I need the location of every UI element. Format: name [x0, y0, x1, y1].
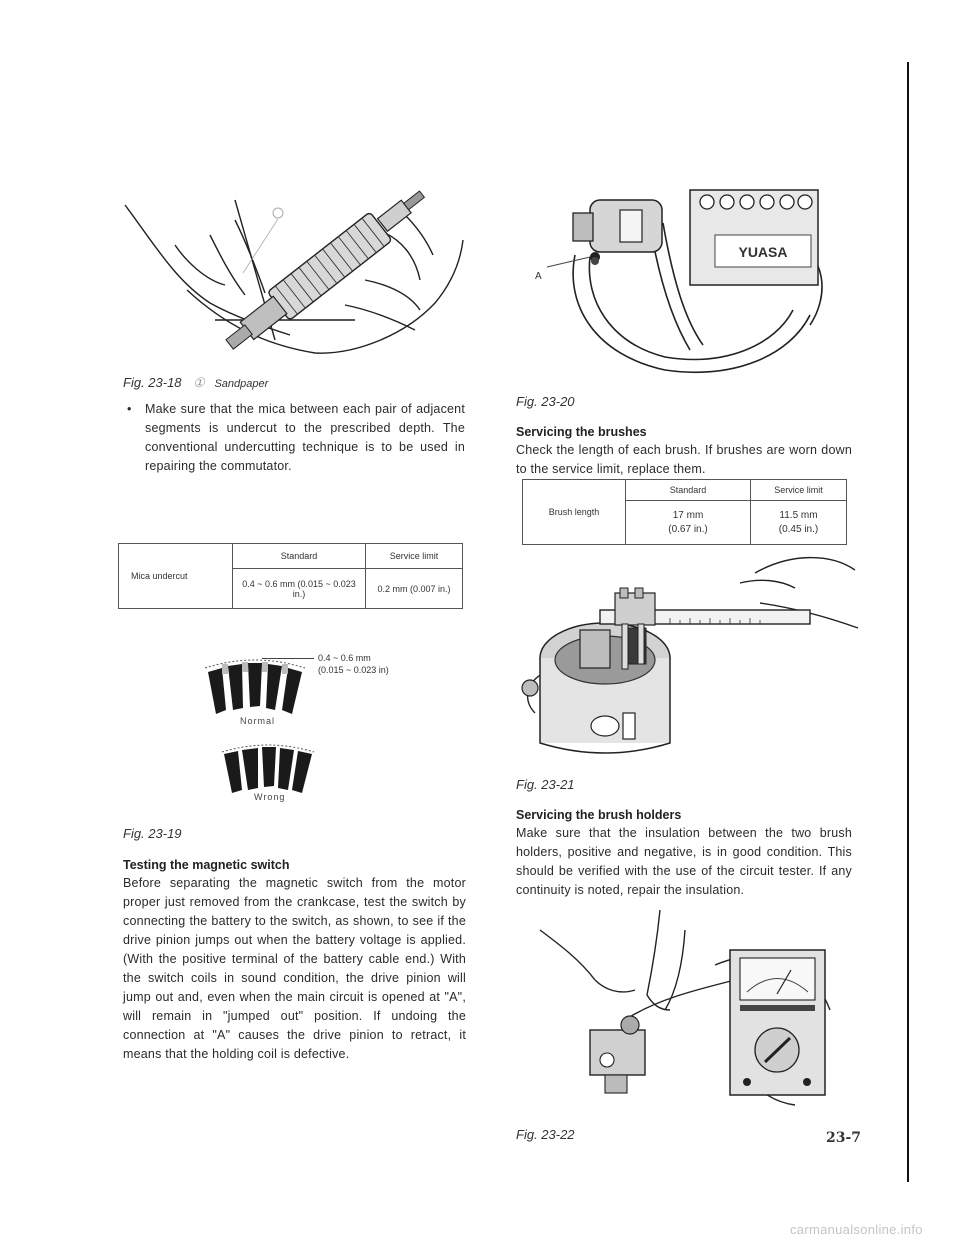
magnetic-switch-heading: Testing the magnetic switch — [123, 858, 290, 872]
battery-brand-text: YUASA — [738, 244, 788, 260]
brush-standard-value — [626, 501, 751, 545]
brush-length-table — [522, 479, 847, 545]
brush-row-label: Brush length — [523, 480, 626, 545]
mica-row-label: Mica undercut — [119, 544, 233, 609]
page-edge-rule — [907, 62, 909, 1182]
brush-holders-paragraph: Make sure that the insulation between the two brush holders, positive and negative, is in good condition. This should be verified with the use of the circuit tester. If any continuity is noted, repair the insulation. — [516, 826, 852, 897]
marker-a: A — [535, 271, 542, 282]
brush-caliper-illustration — [510, 548, 860, 763]
callout-1-marker: ① — [193, 375, 205, 390]
commutator-normal-illustration — [200, 650, 310, 725]
brush-service-mm: 11.5 mm — [779, 509, 818, 521]
mica-bullet-item — [125, 400, 465, 476]
fig-23-18-caption — [123, 375, 268, 391]
page-number: 23-7 — [826, 1130, 862, 1146]
mica-paragraph: Make sure that the mica between each pair of adjacent segments is undercut to the prescribed depth. The conventional undercutting technique is to be used in repairing the commutator. — [145, 402, 465, 473]
brush-standard-header: Standard — [626, 480, 751, 501]
brushes-paragraph: Check the length of each brush. If brushes are worn down to the service limit, replace them. — [516, 443, 852, 476]
starter-battery-illustration — [535, 185, 840, 380]
mica-service-value: 0.2 mm (0.007 in.) — [366, 569, 463, 609]
wrong-label: Wrong — [254, 792, 286, 802]
normal-dimension-tick — [262, 658, 314, 659]
normal-label: Normal — [240, 716, 276, 726]
circuit-tester-illustration — [535, 910, 845, 1115]
mica-service-header: Service limit — [366, 544, 463, 569]
footer-watermark: carmanualsonline.info — [790, 1222, 923, 1237]
mica-standard-value: 0.4 ~ 0.6 mm (0.015 ~ 0.023 in.) — [233, 569, 366, 609]
fig-23-22-label: Fig. 23-22 — [516, 1127, 575, 1142]
brush-standard-mm: 17 mm — [672, 509, 704, 521]
fig-23-19-label: Fig. 23-19 — [123, 826, 182, 841]
brushes-heading: Servicing the brushes — [516, 425, 647, 439]
normal-dimension-label — [318, 652, 389, 676]
brush-service-header: Service limit — [751, 480, 847, 501]
magnetic-switch-paragraph: Before separating the magnetic switch from the motor proper just removed from the crankcase, test the switch by connecting the battery to the switch, as shown, to see if the drive pinion jumps out when the battery voltage is applied. (With the positive terminal of the battery cable end.) With the switch coils in sound condition, the drive pinion will jump out and, even when the main circuit is opened at "A", will remain in "jumped out" position. If undoing the connection at "A" causes the drive pinion to retract, it means that the holding coil is defective. — [123, 876, 466, 1061]
fig-23-21-label: Fig. 23-21 — [516, 777, 575, 792]
mica-standard-header: Standard — [233, 544, 366, 569]
dimension-mm: 0.4 ~ 0.6 mm — [318, 653, 371, 663]
mica-undercut-table — [118, 543, 463, 609]
brush-service-in: (0.45 in.) — [778, 523, 819, 535]
armature-sandpaper-illustration — [115, 185, 480, 360]
fig-23-18-label: Fig. 23-18 — [123, 375, 182, 390]
brush-holders-heading: Servicing the brush holders — [516, 808, 682, 822]
fig-23-20-label: Fig. 23-20 — [516, 394, 575, 409]
bullet-dot: • — [127, 402, 132, 416]
dimension-in: (0.015 ~ 0.023 in) — [318, 665, 389, 675]
callout-1-text: Sandpaper — [214, 378, 269, 390]
brush-service-value — [751, 501, 847, 545]
brush-standard-in: (0.67 in.) — [668, 523, 708, 535]
